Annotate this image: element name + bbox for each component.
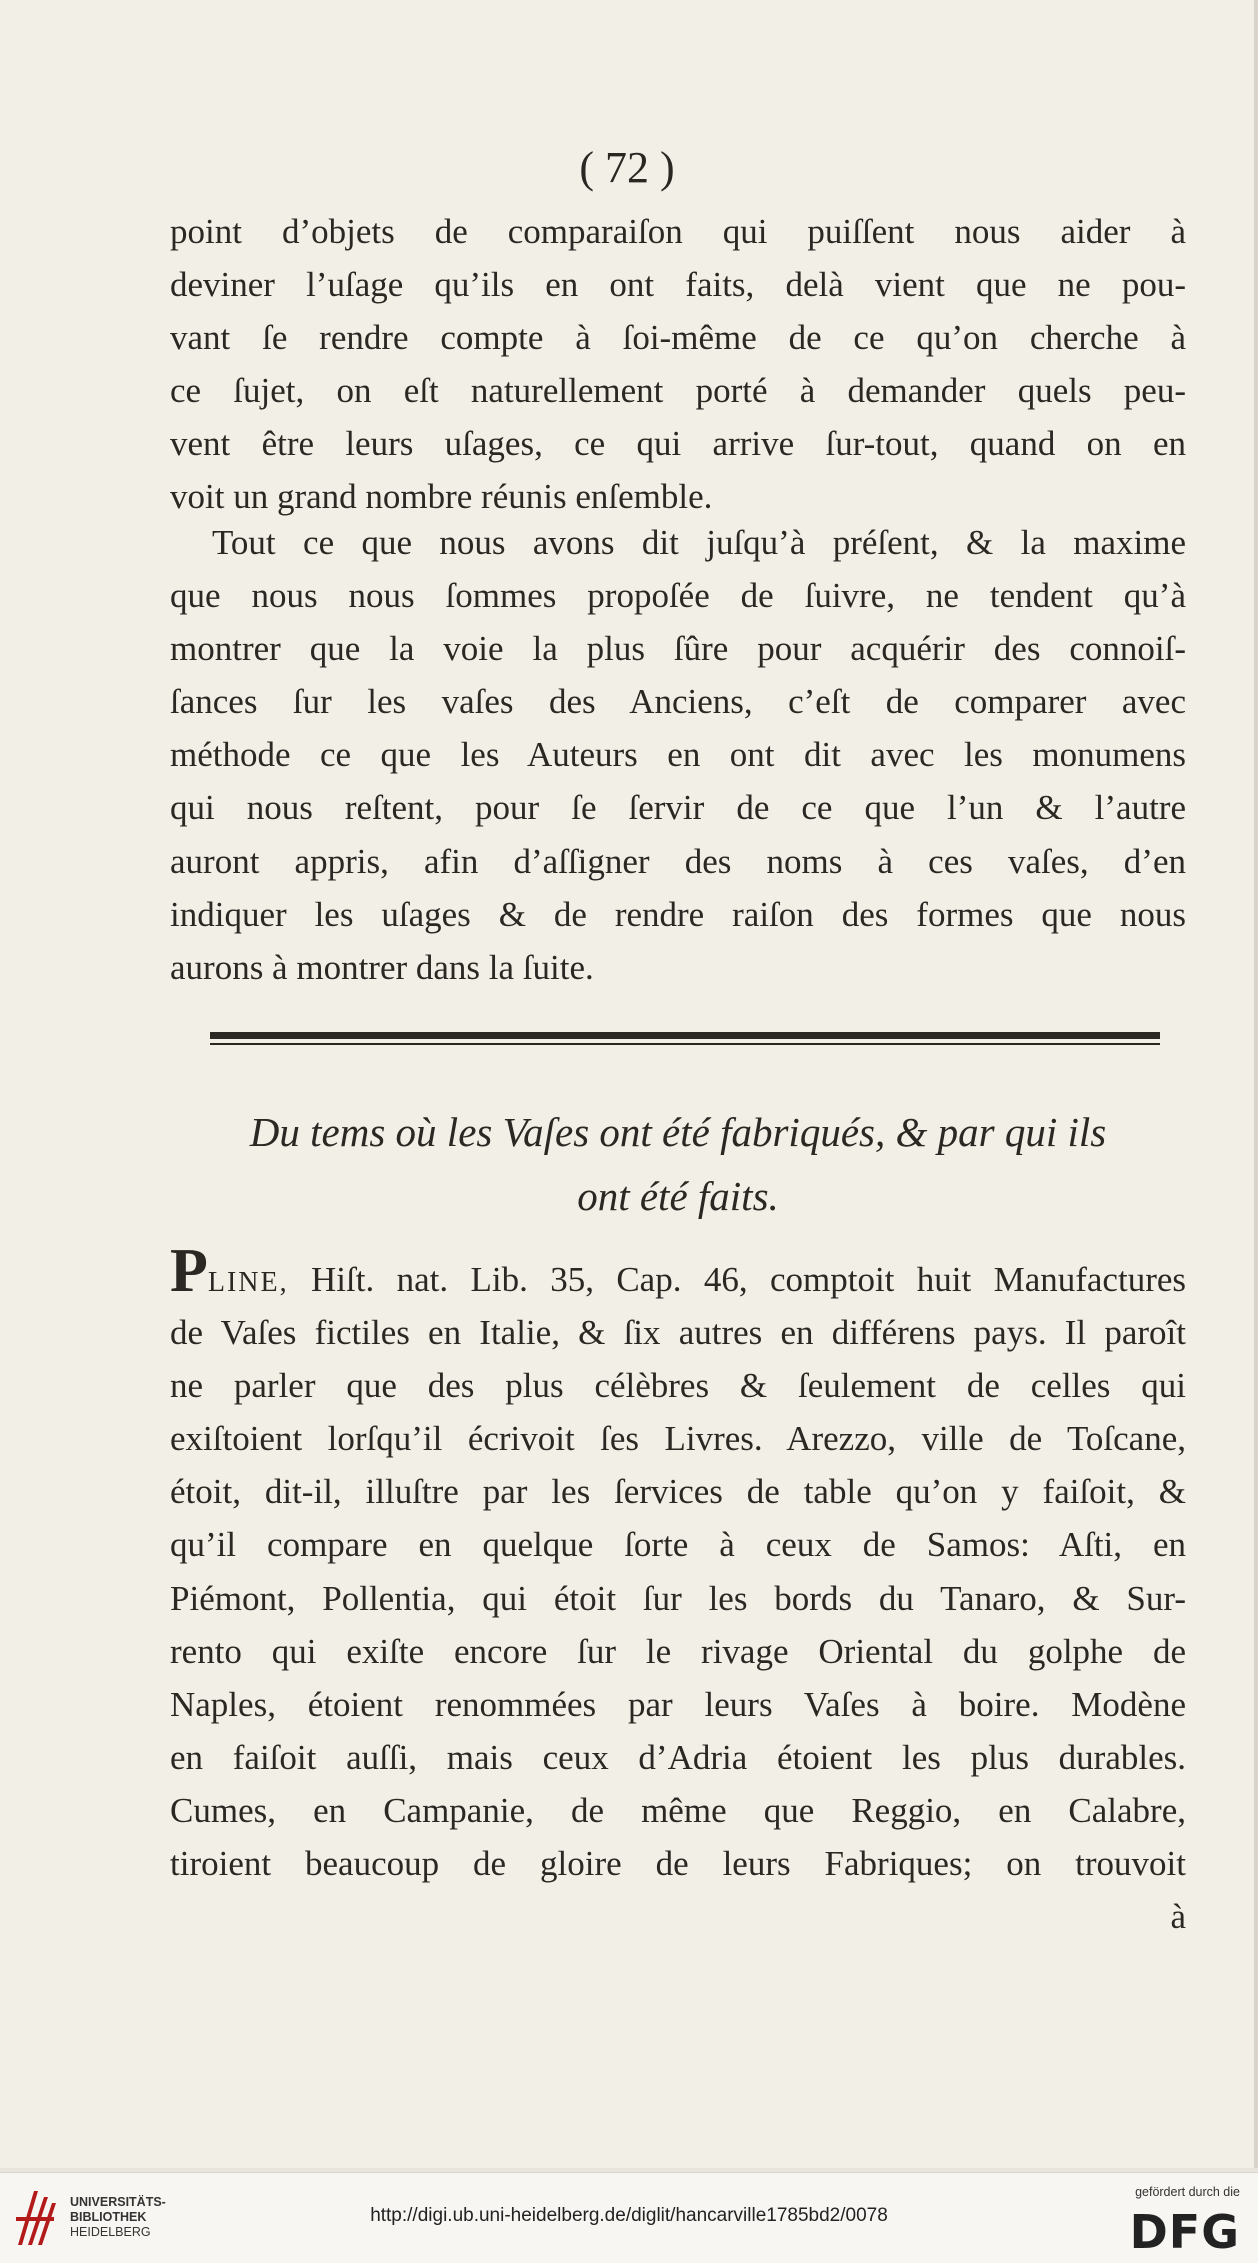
text-line: voit un grand nombre réunis enſemble. bbox=[170, 477, 713, 517]
text-line: aurons à montrer dans la ſuite. bbox=[170, 947, 594, 987]
text-line: étoit, dit-il, illuſtre par les ſervices de table qu’on y faiſoit, & bbox=[170, 1472, 1186, 1512]
text-line: ne parler que des plus célèbres & ſeulement de celles qui bbox=[170, 1366, 1186, 1406]
viewer-footer bbox=[0, 2172, 1258, 2263]
funding-note: gefördert durch die bbox=[1135, 2185, 1240, 2199]
text-line: rento qui exiſte encore ſur le rivage Oriental du golphe de bbox=[170, 1631, 1186, 1671]
text-line: ſances ſur les vaſes des Anciens, c’eſt de comparer avec bbox=[170, 682, 1186, 722]
text-line: auront appris, afin d’aſſigner des noms à ces vaſes, d’en bbox=[170, 841, 1186, 881]
text-line: en faiſoit auſſi, mais ceux d’Adria étoient les plus durables. bbox=[170, 1737, 1186, 1777]
text-line: que nous nous ſommes propoſée de ſuivre, ne tendent qu’à bbox=[170, 576, 1186, 616]
paragraph-1 bbox=[170, 205, 1186, 524]
text-line: exiſtoient lorſqu’il écrivoit ſes Livres. Arezzo, ville de Toſcane, bbox=[170, 1419, 1186, 1459]
text-line: point d’objets de comparaiſon qui puiſſent nous aider à bbox=[170, 212, 1186, 251]
text-line: de Vaſes fictiles en Italie, & ſix autres en différens pays. Il paroît bbox=[170, 1313, 1186, 1353]
paragraph-3 bbox=[170, 1237, 1186, 1943]
text-line: ce ſujet, on eſt naturellement porté à demander quels peu- bbox=[170, 371, 1186, 411]
text-line: vent être leurs uſages, ce qui arrive ſur-tout, quand on en bbox=[170, 424, 1186, 464]
library-name-line: HEIDELBERG bbox=[70, 2225, 151, 2239]
text-line: Tout ce que nous avons dit juſqu’à préſent, & la maxime bbox=[212, 523, 1186, 562]
dfg-logo: DFG bbox=[1129, 2205, 1240, 2259]
text-line: Piémont, Pollentia, qui étoit ſur les bords du Tanaro, & Sur- bbox=[170, 1578, 1186, 1618]
small-caps-word: LINE, bbox=[207, 1267, 289, 1298]
text-line: tiroient beaucoup de gloire de leurs Fabriques; on trouvoit bbox=[170, 1844, 1186, 1884]
text-line: deviner l’uſage qu’ils en ont faits, delà vient que ne pou- bbox=[170, 265, 1186, 305]
section-title-line-1: Du tems où les Vaſes ont été fabriqués, & par qui ils bbox=[249, 1109, 1107, 1155]
text-line: Naples, étoient renommées par leurs Vaſes à boire. Modène bbox=[170, 1684, 1186, 1724]
text-line: Cumes, en Campanie, de même que Reggio, en Calabre, bbox=[170, 1790, 1186, 1830]
text-line: méthode ce que les Auteurs en ont dit avec les monumens bbox=[170, 735, 1186, 775]
library-name-line: UNIVERSITÄTS- bbox=[70, 2195, 166, 2209]
page-number: ( 72 ) bbox=[579, 143, 675, 192]
first-line-rest: Hiſt. nat. Lib. 35, Cap. 46, comptoit huit Manufactures bbox=[288, 1260, 1186, 1299]
paragraph-2 bbox=[170, 516, 1186, 994]
text-line: qu’il compare en quelque ſorte à ceux de Samos: Aſti, en bbox=[170, 1525, 1186, 1565]
divider-thick bbox=[210, 1032, 1160, 1039]
drop-cap: P bbox=[170, 1237, 208, 1305]
section-title-line-2: ont été faits. bbox=[577, 1173, 779, 1219]
catchword: à bbox=[1170, 1897, 1186, 1937]
text-line: qui nous reſtent, pour ſe ſervir de ce que l’un & l’autre bbox=[170, 788, 1186, 828]
library-name-line: BIBLIOTHEK bbox=[70, 2210, 147, 2224]
permalink-url[interactable]: http://digi.ub.uni-heidelberg.de/diglit/hancarville1785bd2/0078 bbox=[370, 2205, 888, 2226]
section-title bbox=[170, 1100, 1186, 1228]
text-line: montrer que la voie la plus ſûre pour acquérir des connoiſ- bbox=[170, 629, 1186, 669]
text-line: vant ſe rendre compte à ſoi-même de ce qu’on cherche à bbox=[170, 318, 1186, 358]
text-line: indiquer les uſages & de rendre raiſon des formes que nous bbox=[170, 894, 1186, 934]
divider-thin bbox=[210, 1043, 1160, 1045]
section-divider-rule bbox=[210, 1032, 1160, 1045]
text-line-first bbox=[170, 1237, 1186, 1306]
